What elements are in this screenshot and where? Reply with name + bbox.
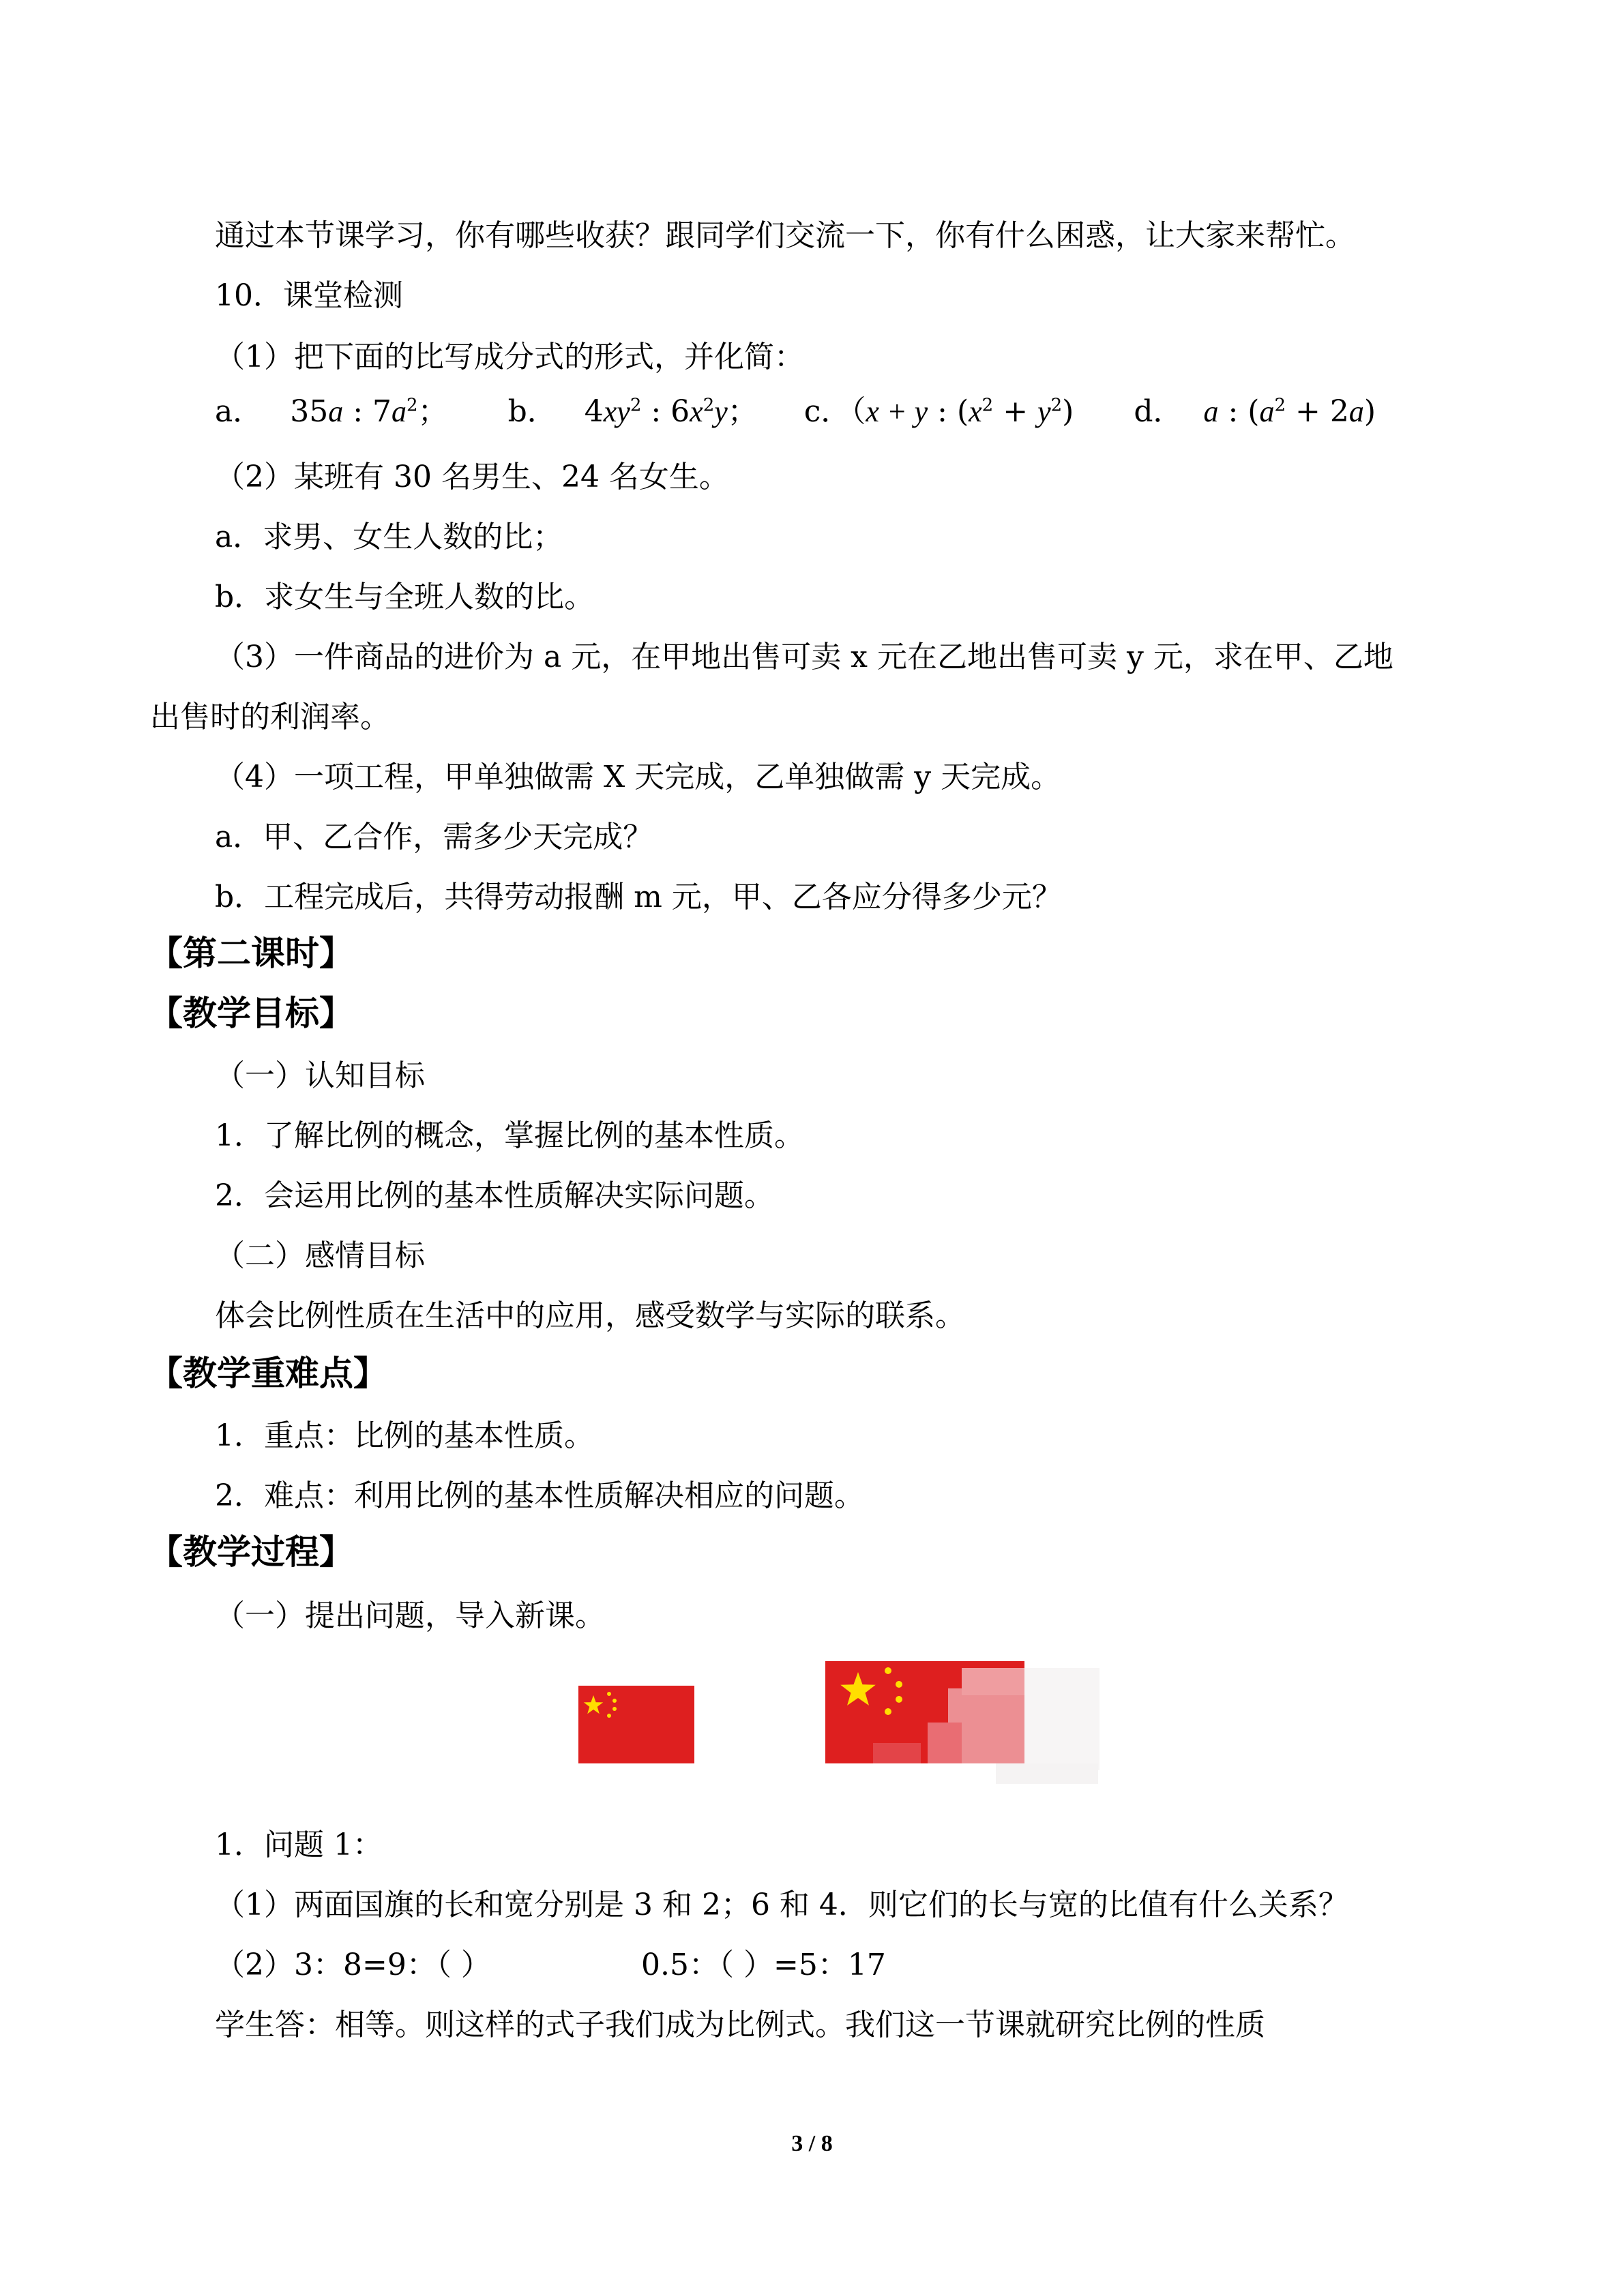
small-star-icon xyxy=(896,1681,902,1688)
item-a-label: a． xyxy=(215,394,263,429)
text-line: a．甲、乙合作，需多少天完成？ xyxy=(215,820,653,854)
text-line: 通过本节课学习，你有哪些收获？跟同学们交流一下，你有什么困惑，让大家来帮忙。 xyxy=(215,218,1355,253)
small-national-flag-image xyxy=(578,1686,694,1763)
flag-field xyxy=(578,1686,694,1763)
text-line: 1．了解比例的概念，掌握比例的基本性质。 xyxy=(215,1118,804,1153)
faded-overlay xyxy=(1024,1668,1099,1770)
item-d-label: d． xyxy=(1134,394,1183,429)
math-a: 35a : $7a^2$ xyxy=(290,394,418,429)
section-heading: 【教学目标】 xyxy=(149,994,353,1033)
text-line: （3）一件商品的进价为 a 元，在甲地出售可卖 x 元在乙地出售可卖 y 元，求在甲、乙地 xyxy=(215,640,1393,674)
small-star-icon xyxy=(885,1667,891,1674)
small-star-icon xyxy=(885,1708,891,1715)
text-line: 出售时的利润率。 xyxy=(150,700,390,734)
text-line: （1）两面国旗的长和宽分别是 3 和 2；6 和 4．则它们的长与宽的比值有什么关系？ xyxy=(215,1888,1348,1922)
text-line: （二）感情目标 xyxy=(215,1238,425,1273)
text-line: a．求男、女生人数的比； xyxy=(215,520,563,554)
text-line: 2．难点：利用比例的基本性质解决相应的问题。 xyxy=(215,1478,864,1513)
faded-overlay xyxy=(962,1668,1024,1695)
small-star-icon xyxy=(896,1696,902,1703)
small-star-icon xyxy=(612,1699,617,1703)
text-line: 1．重点：比例的基本性质。 xyxy=(215,1418,594,1453)
text-line: 体会比例性质在生活中的应用，感受数学与实际的联系。 xyxy=(215,1298,965,1333)
item-c-label: c．（ xyxy=(803,394,866,429)
text-line: （一）提出问题，导入新课。 xyxy=(215,1598,605,1633)
faded-overlay xyxy=(996,1763,1098,1784)
small-flag-svg xyxy=(578,1686,694,1763)
text-line: 学生答：相等。则这样的式子我们成为比例式。我们这一节课就研究比例的性质 xyxy=(215,2008,1265,2042)
section-heading: 【教学过程】 xyxy=(149,1532,353,1572)
faded-overlay xyxy=(928,1723,962,1763)
small-star-icon xyxy=(612,1707,617,1711)
section-heading: 【教学重难点】 xyxy=(149,1354,387,1393)
page-number: 3 / 8 xyxy=(791,2131,833,2156)
item-b-label: b． xyxy=(507,394,557,429)
math-c: x + y : $(x^2 + y^2)$ xyxy=(866,394,1074,429)
text-line: （2）某班有 30 名男生、24 名女生。 xyxy=(215,460,729,494)
math-b: $4xy^2$ : $6x^2y$ xyxy=(584,394,728,429)
text-line: 1．问题 1： xyxy=(215,1828,383,1862)
small-star-icon xyxy=(607,1714,611,1718)
small-star-icon xyxy=(607,1692,611,1696)
text-line: （一）认知目标 xyxy=(215,1058,425,1093)
faded-overlay xyxy=(873,1743,921,1763)
text-line: b．工程完成后，共得劳动报酬 m 元，甲、乙各应分得多少元？ xyxy=(215,880,1062,914)
math-d: a : $(a^2 + 2a)$ xyxy=(1203,394,1376,429)
section-heading: 【第二课时】 xyxy=(149,934,353,973)
text-line: （2）3：8=9：（ ） xyxy=(215,1948,491,1982)
text-line: 2．会运用比例的基本性质解决实际问题。 xyxy=(215,1178,774,1213)
text-line: （1）把下面的比写成分式的形式，并化简： xyxy=(215,340,804,374)
large-national-flag-image xyxy=(825,1661,1112,1798)
math-expressions-line: a． 35a : $7a^2$； b． $4xy^2$ : $6x^2y$； c．（x + y : $(x^2 + y^2)$ d． a : $(a^2 + 2a)$ xyxy=(215,394,1376,429)
large-flag-svg xyxy=(825,1661,1112,1798)
text-line: （4）一项工程，甲单独做需 X 天完成，乙单独做需 y 天完成。 xyxy=(215,760,1061,794)
text-line: 10．课堂检测 xyxy=(215,278,403,313)
text-line: b．求女生与全班人数的比。 xyxy=(215,580,595,614)
text-line: 0.5：（ ）=5：17 xyxy=(641,1948,886,1982)
